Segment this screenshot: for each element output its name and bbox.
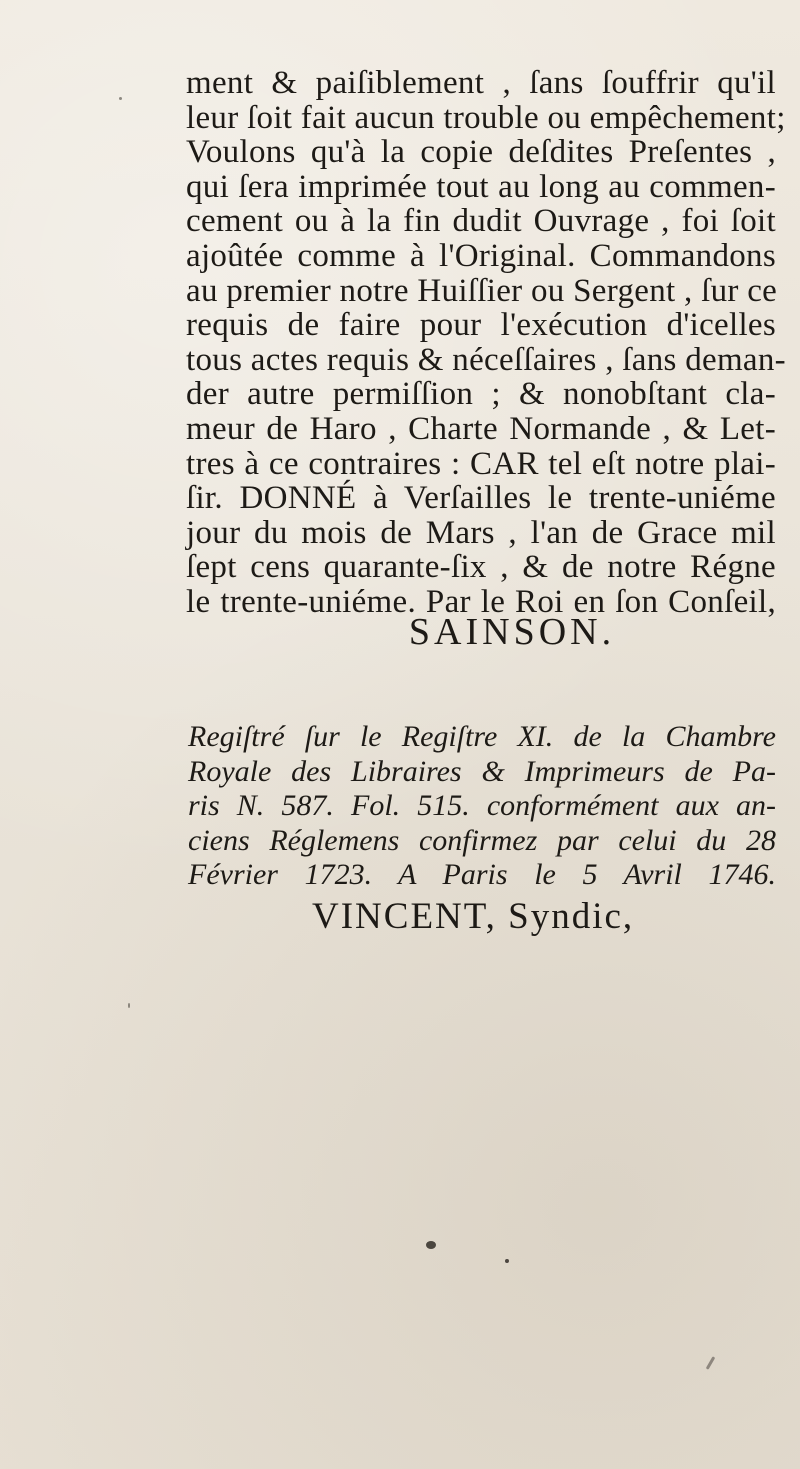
signature-vincent: VINCENT, Syndic, [312, 896, 635, 937]
text-line: cement ou à la fin dudit Ouvrage , foi ſoit [186, 203, 776, 240]
text-line: tres à ce contraires : CAR tel eſt notre plai- [186, 445, 776, 482]
text-line: ajoûtée comme à l'Original. Commandons [186, 237, 776, 274]
text-line: der autre permiſſion ; & nonobſtant cla- [186, 376, 776, 413]
text-line: au premier notre Huiſſier ou Sergent , ſur ce [186, 272, 778, 309]
ink-spot [119, 97, 122, 100]
text-line: requis de faire pour l'exécution d'icelles [186, 307, 776, 344]
registration-line: Février 1723. A Paris le 5 Avril 1746. [188, 858, 776, 891]
privilege-text [186, 65, 786, 620]
text-line: jour du mois de Mars , l'an de Grace mil [186, 514, 776, 551]
ink-spot [505, 1259, 509, 1263]
text-line: ſir. DONNÉ à Verſailles le trente-uniéme [186, 480, 776, 517]
text-line: ment & paiſiblement , ſans ſouffrir qu'il [186, 65, 776, 101]
registration-line: ciens Réglemens confirmez par celui du 28 [188, 823, 776, 857]
signature-sainson: SAINSON. [408, 611, 616, 653]
text-line: qui ſera imprimée tout au long au commen- [186, 168, 776, 205]
text-line: tous actes requis & néceſſaires , ſans deman- [186, 341, 786, 378]
text-line: le trente-uniéme. Par le Roi en ſon Conſeil, [186, 583, 776, 620]
registration-line: Royale des Libraires & Imprimeurs de Pa- [188, 754, 776, 788]
registration-line: Regiſtré ſur le Regiſtre XI. de la Chambre [188, 720, 776, 753]
ink-spot [128, 1003, 130, 1008]
ink-spot [426, 1241, 436, 1249]
text-line: meur de Haro , Charte Normande , & Let- [186, 410, 776, 447]
registration-text [188, 720, 776, 893]
text-line: Voulons qu'à la copie deſdites Preſentes , [186, 134, 776, 171]
registration-line: ris N. 587. Fol. 515. conformément aux an- [188, 789, 776, 822]
text-line: leur ſoit fait aucun trouble ou empêchement; [186, 99, 786, 136]
text-line: ſept cens quarante-ſix , & de notre Régne [186, 549, 776, 586]
ink-spot [706, 1356, 716, 1370]
